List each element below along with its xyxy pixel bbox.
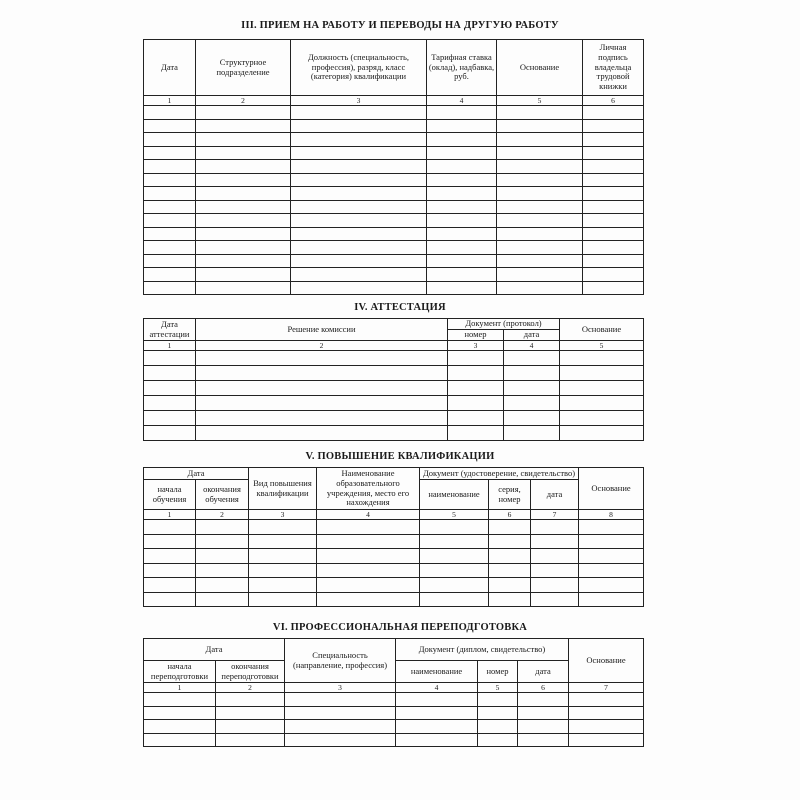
entry-cell[interactable] bbox=[420, 549, 489, 564]
entry-cell[interactable] bbox=[560, 351, 644, 366]
entry-cell[interactable] bbox=[497, 119, 583, 133]
entry-cell[interactable] bbox=[249, 563, 317, 578]
entry-row bbox=[144, 720, 644, 734]
entry-cell[interactable] bbox=[448, 381, 504, 396]
entry-cell[interactable] bbox=[420, 563, 489, 578]
entry-cell[interactable] bbox=[583, 173, 644, 187]
entry-cell[interactable] bbox=[489, 578, 531, 593]
entry-cell[interactable] bbox=[427, 187, 497, 201]
entry-cell[interactable] bbox=[504, 411, 560, 426]
entry-cell[interactable] bbox=[448, 351, 504, 366]
certificate-document-header: Документ (удостоверение, свидетельство) bbox=[420, 468, 579, 480]
entry-cell[interactable] bbox=[285, 693, 396, 707]
institution-header: Наименование образовательного учреждения, место его нахождения bbox=[317, 468, 420, 510]
entry-cell[interactable] bbox=[144, 133, 196, 147]
col-basis-header: Основание bbox=[497, 40, 583, 96]
entry-cell[interactable] bbox=[216, 733, 285, 747]
entry-cell[interactable] bbox=[583, 200, 644, 214]
entry-row bbox=[144, 520, 644, 535]
entry-cell[interactable] bbox=[427, 254, 497, 268]
entry-cell[interactable] bbox=[518, 720, 569, 734]
entry-cell[interactable] bbox=[579, 592, 644, 607]
entry-cell[interactable] bbox=[497, 268, 583, 282]
column-number: 4 bbox=[317, 510, 420, 520]
entry-cell[interactable] bbox=[583, 119, 644, 133]
entry-row bbox=[144, 160, 644, 174]
entry-row bbox=[144, 534, 644, 549]
entry-cell[interactable] bbox=[518, 733, 569, 747]
entry-cell[interactable] bbox=[478, 720, 518, 734]
entry-row bbox=[144, 706, 644, 720]
entry-row bbox=[144, 411, 644, 426]
entry-cell[interactable] bbox=[560, 411, 644, 426]
entry-cell[interactable] bbox=[420, 578, 489, 593]
basis-header: Основание bbox=[579, 468, 644, 510]
column-number: 2 bbox=[216, 683, 285, 693]
entry-cell[interactable] bbox=[216, 706, 285, 720]
basis-header: Основание bbox=[569, 639, 644, 683]
column-number: 1 bbox=[144, 510, 196, 520]
retraining-start-header: начала переподготовки bbox=[144, 661, 216, 683]
entry-row bbox=[144, 426, 644, 441]
section-3-title: III. ПРИЕМ НА РАБОТУ И ПЕРЕВОДЫ НА ДРУГУЮ РАБОТУ bbox=[241, 20, 559, 31]
entry-cell[interactable] bbox=[560, 396, 644, 411]
entry-cell[interactable] bbox=[420, 520, 489, 535]
entry-cell[interactable] bbox=[497, 281, 583, 295]
entry-cell[interactable] bbox=[531, 578, 579, 593]
entry-cell[interactable] bbox=[583, 254, 644, 268]
entry-cell[interactable] bbox=[196, 520, 249, 535]
entry-row bbox=[144, 227, 644, 241]
entry-cell[interactable] bbox=[569, 720, 644, 734]
entry-cell[interactable] bbox=[249, 520, 317, 535]
section-4-title: IV. АТТЕСТАЦИЯ bbox=[354, 302, 446, 313]
entry-row bbox=[144, 366, 644, 381]
entry-cell[interactable] bbox=[531, 520, 579, 535]
entry-cell[interactable] bbox=[291, 160, 427, 174]
entry-cell[interactable] bbox=[285, 706, 396, 720]
entry-cell[interactable] bbox=[497, 160, 583, 174]
entry-cell[interactable] bbox=[196, 268, 291, 282]
entry-cell[interactable] bbox=[420, 534, 489, 549]
entry-cell[interactable] bbox=[497, 173, 583, 187]
training-start-header: начала обучения bbox=[144, 480, 196, 510]
entry-cell[interactable] bbox=[144, 173, 196, 187]
entry-cell[interactable] bbox=[583, 187, 644, 201]
entry-cell[interactable] bbox=[583, 160, 644, 174]
entry-cell[interactable] bbox=[249, 578, 317, 593]
document-series-header: серия, номер bbox=[489, 480, 531, 510]
entry-cell[interactable] bbox=[396, 733, 478, 747]
column-number: 5 bbox=[420, 510, 489, 520]
entry-row bbox=[144, 381, 644, 396]
entry-cell[interactable] bbox=[317, 549, 420, 564]
column-number: 5 bbox=[497, 96, 583, 106]
entry-cell[interactable] bbox=[196, 173, 291, 187]
column-number: 6 bbox=[583, 96, 644, 106]
column-number: 2 bbox=[196, 96, 291, 106]
entry-cell[interactable] bbox=[144, 200, 196, 214]
entry-cell[interactable] bbox=[216, 693, 285, 707]
diploma-document-header: Документ (диплом, свидетельство) bbox=[396, 639, 569, 661]
entry-cell[interactable] bbox=[497, 106, 583, 120]
entry-cell[interactable] bbox=[569, 693, 644, 707]
column-number: 1 bbox=[144, 683, 216, 693]
entry-cell[interactable] bbox=[196, 351, 448, 366]
column-numbers-row bbox=[144, 683, 644, 693]
entry-cell[interactable] bbox=[427, 268, 497, 282]
entry-row bbox=[144, 133, 644, 147]
entry-cell[interactable] bbox=[196, 160, 291, 174]
entry-cell[interactable] bbox=[497, 133, 583, 147]
entry-cell[interactable] bbox=[583, 268, 644, 282]
column-number: 3 bbox=[249, 510, 317, 520]
entry-cell[interactable] bbox=[396, 693, 478, 707]
training-type-header: Вид повышения квалификации bbox=[249, 468, 317, 510]
entry-cell[interactable] bbox=[579, 578, 644, 593]
entry-cell[interactable] bbox=[249, 592, 317, 607]
entry-cell[interactable] bbox=[196, 146, 291, 160]
basis-header: Основание bbox=[560, 319, 644, 341]
entry-cell[interactable] bbox=[427, 133, 497, 147]
entry-cell[interactable] bbox=[583, 133, 644, 147]
entry-cell[interactable] bbox=[144, 227, 196, 241]
entry-cell[interactable] bbox=[579, 520, 644, 535]
entry-cell[interactable] bbox=[144, 214, 196, 228]
column-number: 6 bbox=[489, 510, 531, 520]
protocol-date-header: дата bbox=[504, 330, 560, 341]
section-5-title: V. ПОВЫШЕНИЕ КВАЛИФИКАЦИИ bbox=[305, 451, 495, 462]
entry-cell[interactable] bbox=[583, 241, 644, 255]
entry-cell[interactable] bbox=[196, 563, 249, 578]
entry-cell[interactable] bbox=[583, 281, 644, 295]
entry-cell[interactable] bbox=[196, 227, 291, 241]
entry-cell[interactable] bbox=[531, 563, 579, 578]
entry-cell[interactable] bbox=[448, 411, 504, 426]
entry-cell[interactable] bbox=[583, 227, 644, 241]
entry-cell[interactable] bbox=[216, 720, 285, 734]
entry-cell[interactable] bbox=[144, 396, 196, 411]
entry-row bbox=[144, 396, 644, 411]
entry-cell[interactable] bbox=[427, 146, 497, 160]
entry-cell[interactable] bbox=[196, 119, 291, 133]
entry-cell[interactable] bbox=[427, 214, 497, 228]
entry-row bbox=[144, 187, 644, 201]
entry-row bbox=[144, 119, 644, 133]
entry-cell[interactable] bbox=[144, 381, 196, 396]
entry-cell[interactable] bbox=[448, 426, 504, 441]
entry-cell[interactable] bbox=[531, 534, 579, 549]
entry-cell[interactable] bbox=[291, 268, 427, 282]
entry-cell[interactable] bbox=[291, 241, 427, 255]
entry-cell[interactable] bbox=[569, 706, 644, 720]
entry-cell[interactable] bbox=[579, 549, 644, 564]
entry-row bbox=[144, 146, 644, 160]
entry-row bbox=[144, 733, 644, 747]
entry-cell[interactable] bbox=[196, 214, 291, 228]
column-number: 5 bbox=[560, 341, 644, 351]
col-date-header: Дата bbox=[144, 40, 196, 96]
entry-cell[interactable] bbox=[285, 733, 396, 747]
entry-cell[interactable] bbox=[196, 534, 249, 549]
entry-cell[interactable] bbox=[144, 106, 196, 120]
entry-cell[interactable] bbox=[196, 592, 249, 607]
specialty-header: Специальность (направление, профессия) bbox=[285, 639, 396, 683]
entry-cell[interactable] bbox=[196, 381, 448, 396]
entry-cell[interactable] bbox=[144, 281, 196, 295]
column-number: 2 bbox=[196, 341, 448, 351]
entry-cell[interactable] bbox=[196, 578, 249, 593]
entry-cell[interactable] bbox=[531, 549, 579, 564]
entry-cell[interactable] bbox=[583, 214, 644, 228]
entry-cell[interactable] bbox=[478, 733, 518, 747]
col-position-header: Должность (специальность, профессия), разряд, класс (категория) квалификации bbox=[291, 40, 427, 96]
entry-cell[interactable] bbox=[396, 706, 478, 720]
entry-cell[interactable] bbox=[504, 381, 560, 396]
entry-cell[interactable] bbox=[489, 592, 531, 607]
entry-cell[interactable] bbox=[144, 520, 196, 535]
document-date-header: дата bbox=[531, 480, 579, 510]
entry-cell[interactable] bbox=[144, 241, 196, 255]
entry-cell[interactable] bbox=[144, 351, 196, 366]
entry-cell[interactable] bbox=[583, 106, 644, 120]
entry-cell[interactable] bbox=[531, 592, 579, 607]
attestation-table bbox=[143, 318, 644, 441]
entry-cell[interactable] bbox=[478, 693, 518, 707]
entry-cell[interactable] bbox=[396, 720, 478, 734]
protocol-document-header: Документ (протокол) bbox=[448, 319, 560, 330]
entry-cell[interactable] bbox=[427, 173, 497, 187]
entry-cell[interactable] bbox=[317, 578, 420, 593]
document-date-header: дата bbox=[518, 661, 569, 683]
entry-cell[interactable] bbox=[317, 592, 420, 607]
entry-cell[interactable] bbox=[427, 281, 497, 295]
entry-cell[interactable] bbox=[144, 426, 196, 441]
column-number: 6 bbox=[518, 683, 569, 693]
entry-cell[interactable] bbox=[196, 411, 448, 426]
column-number: 1 bbox=[144, 96, 196, 106]
entry-cell[interactable] bbox=[560, 426, 644, 441]
entry-cell[interactable] bbox=[427, 241, 497, 255]
column-number: 4 bbox=[396, 683, 478, 693]
entry-row bbox=[144, 268, 644, 282]
date-group-header: Дата bbox=[144, 468, 249, 480]
entry-cell[interactable] bbox=[144, 254, 196, 268]
entry-cell[interactable] bbox=[196, 106, 291, 120]
entry-cell[interactable] bbox=[196, 241, 291, 255]
retraining-table bbox=[143, 638, 644, 747]
entry-cell[interactable] bbox=[196, 187, 291, 201]
column-number: 7 bbox=[531, 510, 579, 520]
entry-cell[interactable] bbox=[291, 214, 427, 228]
entry-cell[interactable] bbox=[504, 351, 560, 366]
entry-cell[interactable] bbox=[196, 133, 291, 147]
entry-cell[interactable] bbox=[448, 366, 504, 381]
entry-cell[interactable] bbox=[249, 534, 317, 549]
document-name-header: наименование bbox=[396, 661, 478, 683]
entry-row bbox=[144, 563, 644, 578]
entry-cell[interactable] bbox=[144, 733, 216, 747]
entry-cell[interactable] bbox=[317, 534, 420, 549]
entry-cell[interactable] bbox=[569, 733, 644, 747]
column-number: 7 bbox=[569, 683, 644, 693]
column-number: 3 bbox=[285, 683, 396, 693]
column-number: 5 bbox=[478, 683, 518, 693]
entry-cell[interactable] bbox=[291, 146, 427, 160]
entry-row bbox=[144, 200, 644, 214]
entry-cell[interactable] bbox=[583, 146, 644, 160]
entry-cell[interactable] bbox=[291, 173, 427, 187]
retraining-end-header: окончания переподготовки bbox=[216, 661, 285, 683]
entry-row bbox=[144, 351, 644, 366]
entry-row bbox=[144, 578, 644, 593]
protocol-number-header: номер bbox=[448, 330, 504, 341]
entry-row bbox=[144, 254, 644, 268]
entry-cell[interactable] bbox=[291, 200, 427, 214]
column-number: 8 bbox=[579, 510, 644, 520]
entry-cell[interactable] bbox=[489, 549, 531, 564]
entry-cell[interactable] bbox=[518, 693, 569, 707]
entry-cell[interactable] bbox=[196, 396, 448, 411]
column-number: 3 bbox=[448, 341, 504, 351]
entry-cell[interactable] bbox=[291, 227, 427, 241]
entry-cell[interactable] bbox=[291, 187, 427, 201]
column-number: 2 bbox=[196, 510, 249, 520]
entry-cell[interactable] bbox=[144, 268, 196, 282]
col-rate-header: Тарифная ставка (оклад), надбавка, руб. bbox=[427, 40, 497, 96]
entry-cell[interactable] bbox=[144, 706, 216, 720]
entry-cell[interactable] bbox=[497, 146, 583, 160]
column-number: 4 bbox=[427, 96, 497, 106]
attestation-date-header: Дата аттестации bbox=[144, 319, 196, 341]
entry-cell[interactable] bbox=[427, 106, 497, 120]
entry-cell[interactable] bbox=[427, 200, 497, 214]
column-number: 1 bbox=[144, 341, 196, 351]
col-signature-header: Личная подпись владельца трудовой книжки bbox=[583, 40, 644, 96]
entry-row bbox=[144, 549, 644, 564]
entry-cell[interactable] bbox=[518, 706, 569, 720]
entry-cell[interactable] bbox=[497, 227, 583, 241]
document-name-header: наименование bbox=[420, 480, 489, 510]
entry-cell[interactable] bbox=[448, 396, 504, 411]
entry-cell[interactable] bbox=[427, 119, 497, 133]
entry-cell[interactable] bbox=[291, 119, 427, 133]
entry-cell[interactable] bbox=[196, 549, 249, 564]
entry-row bbox=[144, 241, 644, 255]
entry-cell[interactable] bbox=[196, 281, 291, 295]
entry-cell[interactable] bbox=[144, 187, 196, 201]
entry-cell[interactable] bbox=[291, 254, 427, 268]
entry-cell[interactable] bbox=[497, 187, 583, 201]
entry-cell[interactable] bbox=[196, 366, 448, 381]
entry-cell[interactable] bbox=[144, 534, 196, 549]
entry-cell[interactable] bbox=[317, 563, 420, 578]
column-number: 4 bbox=[504, 341, 560, 351]
entry-cell[interactable] bbox=[196, 426, 448, 441]
entry-cell[interactable] bbox=[249, 549, 317, 564]
entry-cell[interactable] bbox=[497, 214, 583, 228]
entry-cell[interactable] bbox=[489, 520, 531, 535]
entry-cell[interactable] bbox=[144, 366, 196, 381]
entry-cell[interactable] bbox=[196, 254, 291, 268]
section-6-title: VI. ПРОФЕССИОНАЛЬНАЯ ПЕРЕПОДГОТОВКА bbox=[272, 622, 528, 633]
training-end-header: окончания обучения bbox=[196, 480, 249, 510]
entry-cell[interactable] bbox=[144, 578, 196, 593]
entry-row bbox=[144, 106, 644, 120]
employment-table bbox=[143, 39, 644, 295]
column-numbers-row bbox=[144, 510, 644, 520]
entry-cell[interactable] bbox=[196, 200, 291, 214]
entry-cell[interactable] bbox=[144, 146, 196, 160]
entry-row bbox=[144, 693, 644, 707]
entry-cell[interactable] bbox=[427, 160, 497, 174]
col-department-header: Структурное подразделение bbox=[196, 40, 291, 96]
entry-cell[interactable] bbox=[497, 241, 583, 255]
column-numbers-row bbox=[144, 341, 644, 351]
entry-cell[interactable] bbox=[504, 396, 560, 411]
entry-cell[interactable] bbox=[489, 534, 531, 549]
entry-cell[interactable] bbox=[285, 720, 396, 734]
entry-cell[interactable] bbox=[291, 133, 427, 147]
qualification-table bbox=[143, 467, 644, 607]
column-number: 3 bbox=[291, 96, 427, 106]
entry-cell[interactable] bbox=[144, 549, 196, 564]
entry-cell[interactable] bbox=[291, 106, 427, 120]
entry-cell[interactable] bbox=[144, 563, 196, 578]
document-number-header: номер bbox=[478, 661, 518, 683]
entry-cell[interactable] bbox=[497, 200, 583, 214]
entry-row bbox=[144, 592, 644, 607]
entry-cell[interactable] bbox=[144, 411, 196, 426]
entry-cell[interactable] bbox=[489, 563, 531, 578]
entry-cell[interactable] bbox=[317, 520, 420, 535]
entry-cell[interactable] bbox=[427, 227, 497, 241]
entry-cell[interactable] bbox=[144, 160, 196, 174]
entry-cell[interactable] bbox=[504, 426, 560, 441]
entry-cell[interactable] bbox=[579, 534, 644, 549]
entry-cell[interactable] bbox=[478, 706, 518, 720]
entry-cell[interactable] bbox=[497, 254, 583, 268]
entry-cell[interactable] bbox=[144, 693, 216, 707]
entry-cell[interactable] bbox=[144, 119, 196, 133]
column-numbers-row bbox=[144, 96, 644, 106]
entry-cell[interactable] bbox=[144, 592, 196, 607]
entry-cell[interactable] bbox=[504, 366, 560, 381]
entry-row bbox=[144, 173, 644, 187]
entry-row bbox=[144, 281, 644, 295]
entry-row bbox=[144, 214, 644, 228]
date-group-header: Дата bbox=[144, 639, 285, 661]
commission-decision-header: Решение комиссии bbox=[196, 319, 448, 341]
entry-cell[interactable] bbox=[291, 281, 427, 295]
entry-cell[interactable] bbox=[144, 720, 216, 734]
entry-cell[interactable] bbox=[560, 381, 644, 396]
entry-cell[interactable] bbox=[579, 563, 644, 578]
entry-cell[interactable] bbox=[420, 592, 489, 607]
entry-cell[interactable] bbox=[560, 366, 644, 381]
